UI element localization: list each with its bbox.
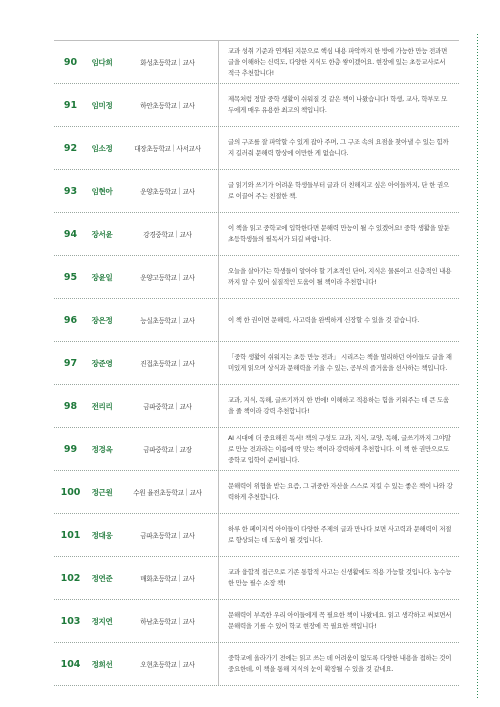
recommender-name: 정지연 [91,616,113,626]
recommender-name: 정경옥 [91,444,113,454]
recommender-name: 전리리 [91,401,113,411]
recommendation-text: 이 책을 읽고 중학교에 입학한다면 문해력 만능이 될 수 있겠어요! 중학 생활을 앞둔 초등학생들의 필독서가 되길 바랍니다. [228,224,450,243]
role: 교사 [182,188,195,196]
row-number: 95 [63,271,78,283]
role: 교장 [179,446,192,454]
row-number: 97 [63,357,78,369]
role: 교사 [182,102,195,110]
role: 교사 [179,231,192,239]
affiliation [117,170,219,212]
recommendation-text: 「중학 생활이 쉬워지는 초등 만능 전과」 시리즈는 책을 멀리하던 아이들도 글을 재미있게 읽으며 상식과 문해력을 키울 수 있는, 공부의 즐거움을 선사하는 책입니다. [228,353,452,372]
school-name: 대장초등학교 [134,145,171,153]
separator: | [175,402,178,410]
table-row [54,299,459,342]
separator: | [178,574,181,582]
separator: | [178,660,181,668]
recommendation-table [54,40,459,686]
recommender-name: 장윤일 [91,272,113,282]
separator: | [178,617,181,625]
role: 교사 [182,59,195,67]
separator: | [178,316,181,324]
recommendation-text: 이 책 한 권이면 문해력, 사고력을 완벽하게 신장할 수 있을 것 같습니다. [228,315,420,324]
affiliation [117,299,219,341]
row-number: 100 [60,486,81,498]
recommendation-text: 교과 성취 기준과 연계된 지문으로 핵심 내용 파악까지 한 방에 가능한 만능 전과면 글을 이해하는 신력도, 다양한 지식도 한층 쌓이겠어요. 현장에 있는 초등교사로서 적극 추천합니다! [228,46,448,77]
separator: | [185,488,188,496]
affiliation [117,256,219,298]
recommender-name: 장서윤 [91,229,113,239]
role: 교사 [182,360,195,368]
affiliation [117,600,219,642]
recommender-name: 정근원 [91,487,113,497]
affiliation [117,84,219,126]
separator: | [175,230,178,238]
school-name: 하안초등학교 [140,102,177,110]
row-number: 96 [63,314,78,326]
table-row [54,127,459,170]
separator: | [175,445,178,453]
affiliation [117,342,219,384]
school-name: 오현초등학교 [140,661,177,669]
table-row [54,557,459,600]
table-row [54,170,459,213]
role: 교사 [182,618,195,626]
role: 교사 [182,661,195,669]
table-row [54,256,459,299]
table-row [54,514,459,557]
affiliation [117,428,219,470]
decorative-dotted-rule [477,34,478,700]
affiliation [117,514,219,556]
school-name: 금파초등학교 [140,532,177,540]
separator: | [178,359,181,367]
affiliation [117,385,219,427]
table-row [54,41,459,84]
row-number: 90 [63,56,78,68]
separator: | [178,101,181,109]
table-row [54,428,459,471]
recommender-name: 정연준 [91,573,113,583]
separator: | [172,144,175,152]
row-number: 92 [63,142,78,154]
separator: | [178,273,181,281]
recommendation-text: AI 시대에 더 중요해진 독서! 책의 구성도 교과, 지식, 교양, 독해, 글쓰기까지 그야말로 만능 전과라는 이름에 딱 맞는 책이라 강력하게 추천합니다. 이 책 한 권만으로도 중학교 입학이 준비됩니다. [228,433,451,464]
school-name: 금파중학교 [143,446,174,454]
school-name: 운양고등학교 [140,274,177,282]
affiliation [117,471,219,513]
school-name: 화성초등학교 [140,59,177,67]
affiliation [117,41,219,83]
affiliation [117,127,219,169]
row-number: 102 [60,572,81,584]
recommender-name: 장은정 [91,315,113,325]
school-name: 강경중학교 [143,231,174,239]
row-number: 104 [60,658,81,670]
separator: | [178,58,181,66]
role: 교사 [189,489,202,497]
table-row [54,385,459,428]
school-name: 하남초등학교 [140,618,177,626]
role: 교사 [182,575,195,583]
recommendation-text: 제목처럼 정말 중학 생활이 쉬워질 것 같은 책이 나왔습니다! 학생, 교사, 학부모 모두에게 매우 유용한 최고의 책입니다. [228,95,448,114]
recommender-name: 정대웅 [91,530,113,540]
row-number: 99 [63,443,78,455]
row-number: 103 [60,615,81,627]
recommendation-text: 중학교에 올라가기 전에는 읽고 쓰는 데 어려움이 없도록 다양한 내용을 접하는 것이 중요한데, 이 책을 통해 지식의 눈이 확장될 수 있을 것 같네요. [228,654,452,673]
separator: | [178,187,181,195]
affiliation [117,643,219,685]
school-name: 능실초등학교 [140,317,177,325]
recommendation-text: 교과 융합적 접근으로 기존 통합적 사고는 신생활에도 적용 가능할 것입니다. 농수능한 만능 필수 소장 책! [228,568,452,587]
school-name: 매화초등학교 [140,575,177,583]
recommender-name: 임미정 [91,100,113,110]
role: 교사 [182,532,195,540]
school-name: 수원 율전초등학교 [133,489,184,497]
role: 사서교사 [176,145,201,153]
separator: | [178,531,181,539]
recommendation-text: 글의 구조를 잘 파악할 수 있게 잡아 주며, 그 구조 속의 요점을 찾아낼 수 있는 힘까지 길러줘 문해력 향상에 이만한 게 없습니다. [228,138,449,157]
row-number: 101 [60,529,81,541]
role: 교사 [179,403,192,411]
recommender-name: 임소정 [91,143,113,153]
role: 교사 [182,317,195,325]
school-name: 운양초등학교 [140,188,177,196]
role: 교사 [182,274,195,282]
recommender-name: 임다희 [91,57,113,67]
table-row [54,342,459,385]
recommendation-text: 글 읽기와 쓰기가 어려운 학생들부터 글과 더 친해지고 싶은 아이들까지, 단 한 권으로 이끌어 주는 친절한 책. [228,181,449,200]
table-row [54,600,459,643]
recommendation-text: 문해력이 위협을 받는 요즘, 그 귀중한 자산을 스스로 지킬 수 있는 좋은 책이 나와 강력하게 추천합니다. [228,482,453,501]
recommendation-text: 하루 한 페이지씩 아이들이 다양한 주제의 글과 만나다 보면 사고력과 문해력이 저절로 향상되는 데 도움이 될 것입니다. [228,525,452,544]
table-row [54,471,459,514]
table-row [54,643,459,686]
recommender-name: 임현아 [91,186,113,196]
row-number: 91 [63,99,78,111]
affiliation [117,213,219,255]
recommendation-text: 오늘을 살아가는 학생들이 알아야 할 기초적인 단어, 지식은 물론이고 신층적인 내용까지 알 수 있어 실질적인 도움이 될 책이라 추천합니다! [228,267,452,286]
table-row [54,213,459,256]
row-number: 98 [63,400,78,412]
recommendation-text: 교과, 지식, 독해, 글쓰기까지 한 번에! 이해하고 적용하는 힘을 키워주는 데 큰 도움을 줄 책이라 강력 추천합니다! [228,396,449,415]
row-number: 93 [63,185,78,197]
school-name: 금파중학교 [143,403,174,411]
school-name: 진접초등학교 [140,360,177,368]
recommendation-text: 문해력이 부족한 우리 아이들에게 꼭 필요한 책이 나왔네요. 읽고 생각하고 써보면서 문해력을 기를 수 있어 학교 현장에 꼭 필요한 책입니다! [228,611,452,630]
affiliation [117,557,219,599]
row-number: 94 [63,228,78,240]
recommender-name: 장준영 [91,358,113,368]
table-row [54,84,459,127]
recommender-name: 정희선 [91,659,113,669]
